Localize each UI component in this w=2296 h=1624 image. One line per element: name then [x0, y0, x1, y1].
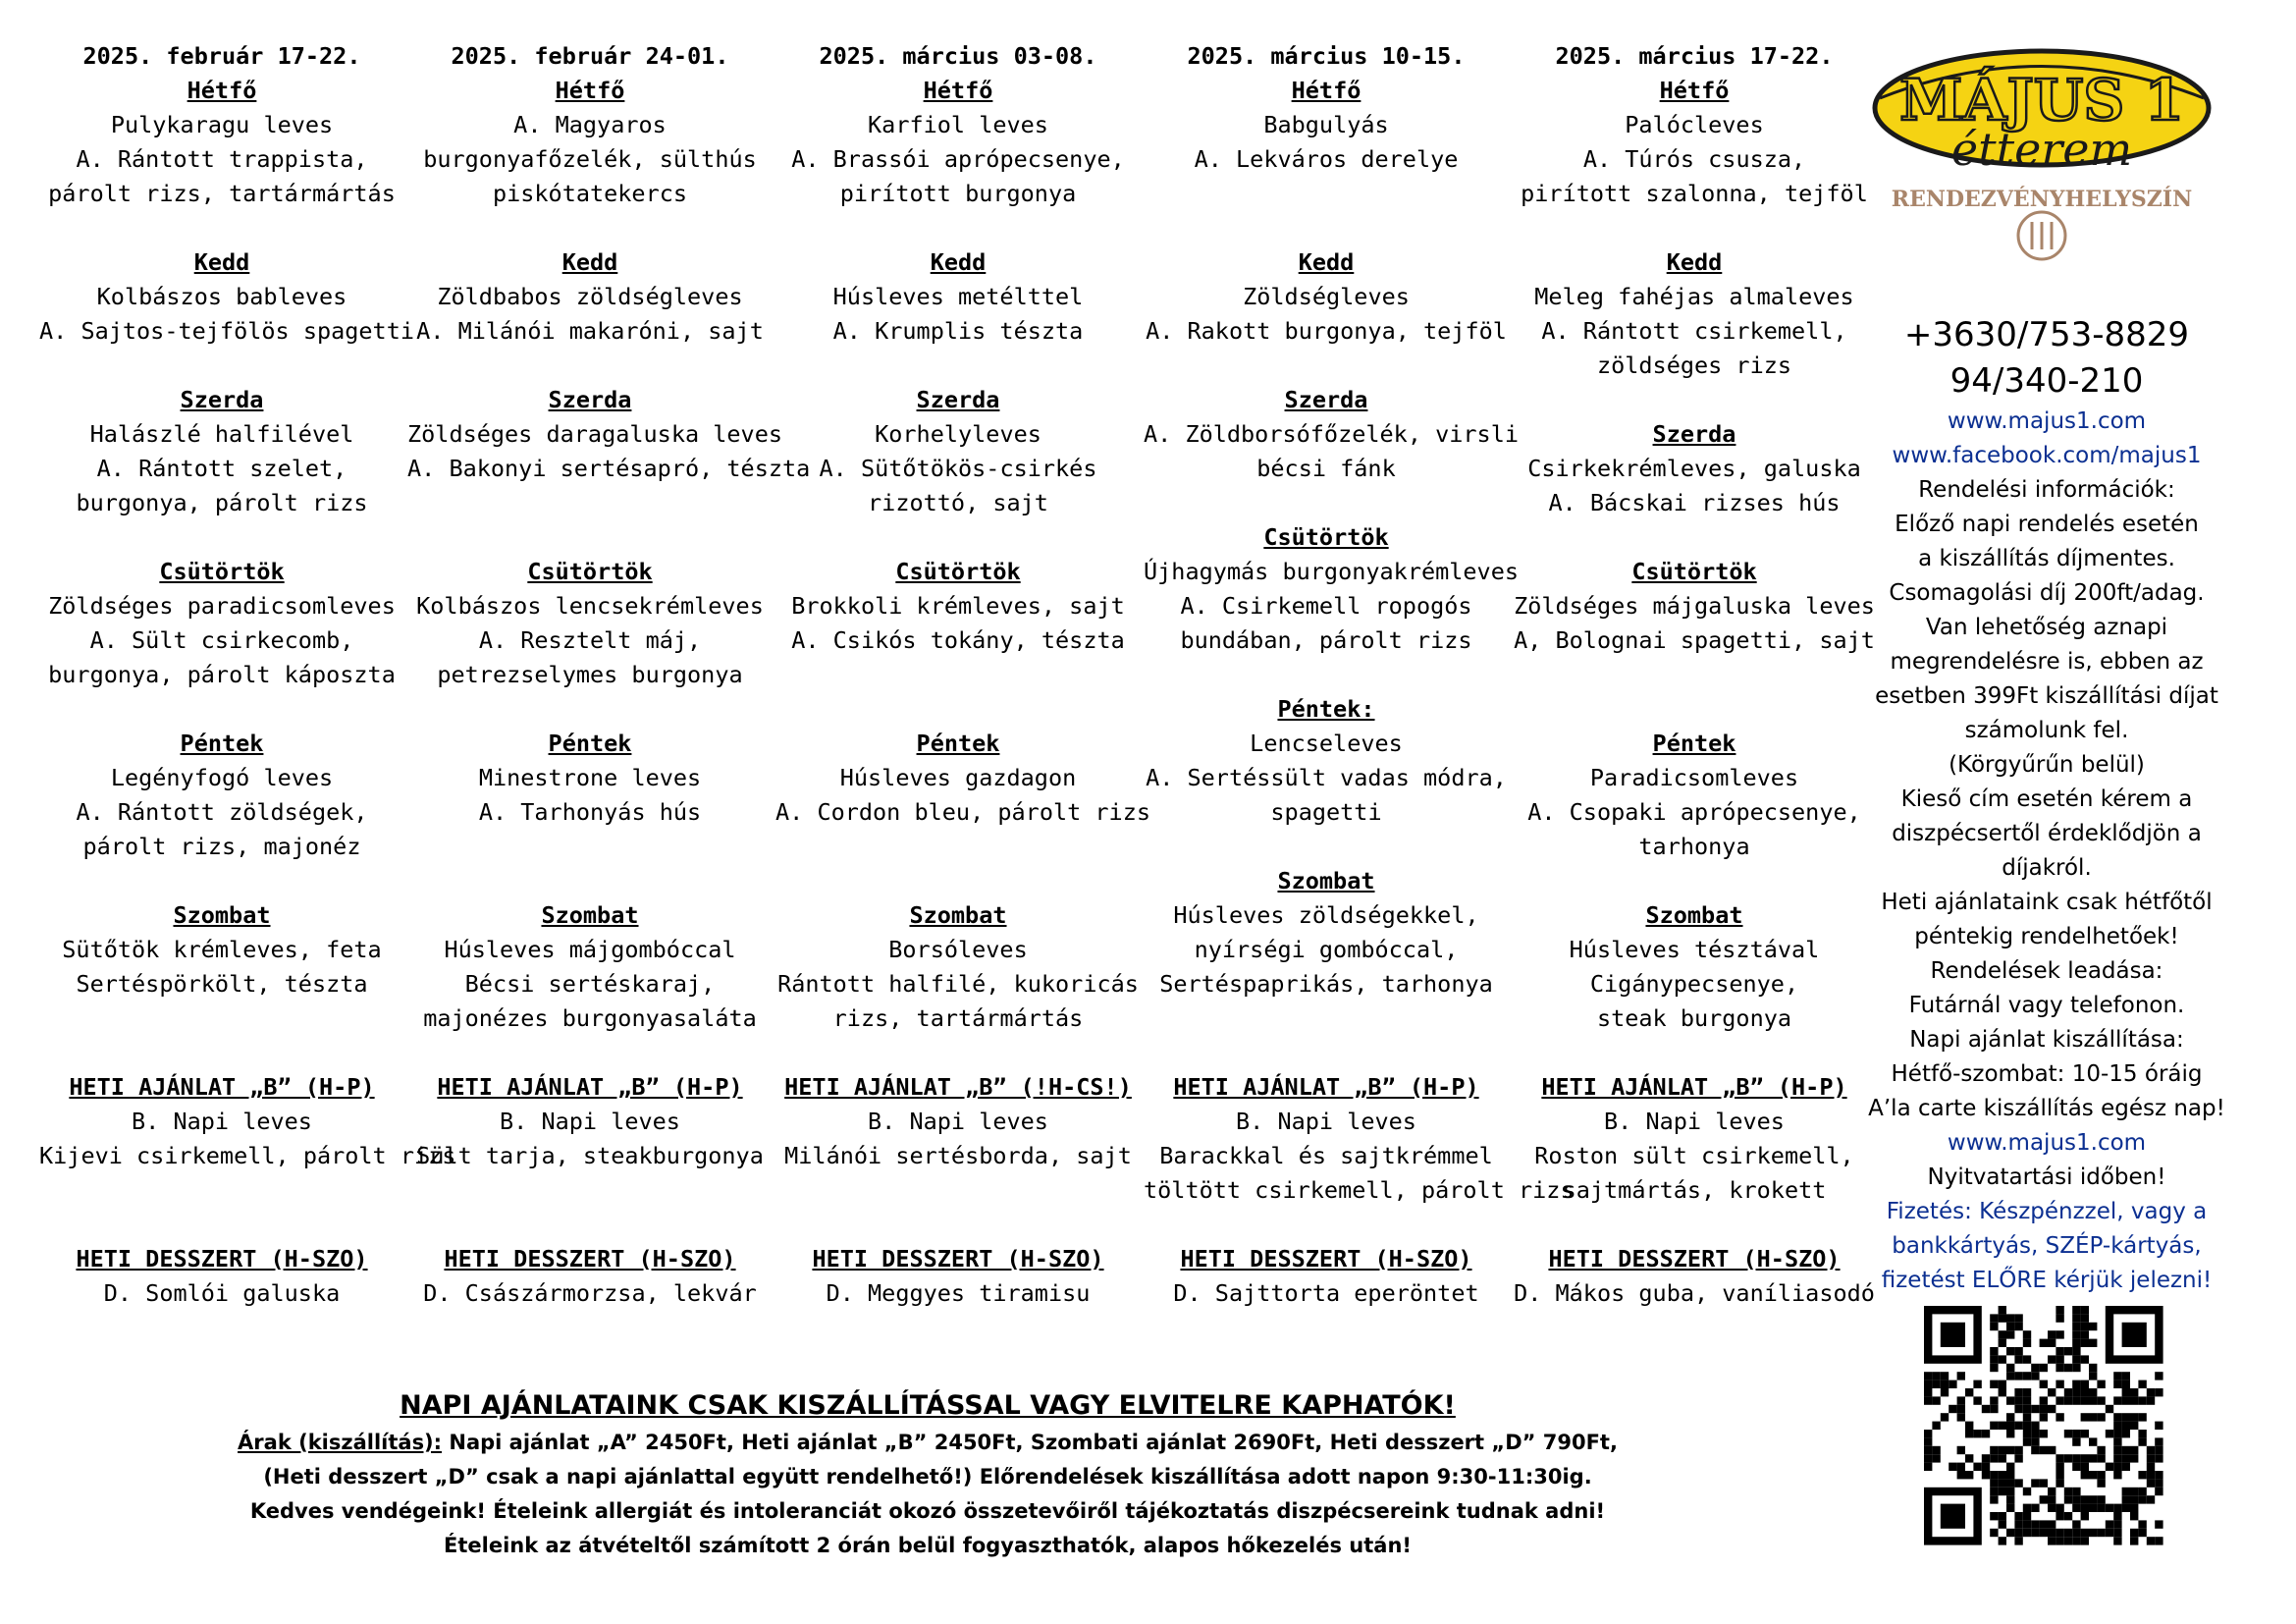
- menu-item: A. Bakonyi sertésapró, tészta: [407, 455, 811, 482]
- weekly-offer-item: B. Napi leves: [868, 1108, 1048, 1135]
- weekly-offer-heading: HETI AJÁNLAT „B” (H-P): [1541, 1073, 1847, 1101]
- menu-item: Rántott halfilé, kukoricás: [777, 970, 1139, 998]
- day-heading: Csütörtök: [895, 558, 1021, 585]
- opening-note: Nyitvatartási időben!: [1927, 1164, 2166, 1190]
- menu-item: petrezselymes burgonya: [437, 661, 743, 688]
- menu-item: A. Cordon bleu, párolt rizs: [775, 798, 1151, 826]
- menu-item: Bécsi sertéskaraj,: [464, 970, 716, 998]
- restaurant-logo: [1860, 39, 2223, 265]
- menu-item: Húsleves tésztával: [1569, 936, 1820, 963]
- menu-item: Zöldbabos zöldségleves: [437, 283, 743, 310]
- menu-item: bundában, párolt rizs: [1180, 626, 1472, 654]
- menu-item: A. Rakott burgonya, tejföl: [1146, 317, 1507, 345]
- svg-text:MÁJUS 1: MÁJUS 1: [1899, 67, 2184, 134]
- weekly-offer-heading: HETI AJÁNLAT „B” (H-P): [69, 1073, 375, 1101]
- payment-info-line: Fizetés: Készpénzzel, vagy a: [1886, 1199, 2208, 1224]
- payment-info-line: bankkártyás, SZÉP-kártyás,: [1892, 1233, 2202, 1259]
- weekly-offer-block: [1512, 1070, 1877, 1208]
- menu-item: A. Bácskai rizses hús: [1548, 489, 1841, 516]
- menu-item: Sütőtök krémleves, feta: [62, 936, 382, 963]
- weekly-dessert-heading: HETI DESSZERT (H-SZO): [1180, 1245, 1472, 1272]
- day-heading: Csütörtök: [1263, 523, 1389, 551]
- day-heading: Péntek: [180, 730, 264, 757]
- svg-text:étterem: étterem: [1950, 123, 2133, 176]
- menu-item: pirított szalonna, tejföl: [1521, 180, 1868, 207]
- ordering-info: [1860, 473, 2233, 1126]
- week-column: [775, 39, 1151, 1036]
- menu-item: zöldséges rizs: [1596, 352, 1792, 379]
- weekly-dessert-item: D. Meggyes tiramisu: [826, 1279, 1091, 1307]
- menu-item: Brokkoli krémleves, sajt: [791, 592, 1125, 620]
- day-heading: Szerda: [180, 386, 264, 413]
- menu-item: Paradicsomleves: [1589, 764, 1799, 791]
- week-column: [407, 39, 811, 1036]
- menu-item: Húsleves májgombóccal: [444, 936, 736, 963]
- weekly-offer-block: [407, 1070, 773, 1173]
- menu-item: [775, 658, 1141, 692]
- weekly-offer-heading: HETI AJÁNLAT „B” (H-P): [1173, 1073, 1479, 1101]
- menu-item: bécsi fánk: [1256, 455, 1396, 482]
- week-date: 2025. március 10-15.: [1187, 42, 1466, 70]
- menu-item: A. Rántott szelet,: [96, 455, 347, 482]
- menu-item: A, Bolognai spagetti, sajt: [1514, 626, 1875, 654]
- ordering-info-line: a kiszállítás díjmentes.: [1918, 546, 2175, 571]
- ordering-info-line: Rendelések leadása:: [1930, 958, 2163, 984]
- menu-item: A. Milánói makaróni, sajt: [416, 317, 764, 345]
- weekly-offer-item: B. Napi leves: [1604, 1108, 1785, 1135]
- ordering-info-line: esetben 399Ft kiszállítási díjat: [1875, 683, 2218, 709]
- ordering-info-line: Csomagolási díj 200ft/adag.: [1889, 580, 2205, 606]
- menu-item: Borsóleves: [888, 936, 1028, 963]
- day-heading: Csütörtök: [159, 558, 285, 585]
- weekly-offer-item: B. Napi leves: [132, 1108, 312, 1135]
- ordering-info-line: díjakról.: [2002, 855, 2092, 881]
- weekly-offer-item: sajtmártás, krokett: [1562, 1176, 1827, 1204]
- weekly-dessert-block: [407, 1242, 773, 1311]
- weekly-dessert-block: [39, 1242, 404, 1311]
- menu-item: spagetti: [1270, 798, 1382, 826]
- dessert-note: (Heti desszert „D” csak a napi ajánlattal együtt rendelhető!) Előrendelések kiszállítása adott napon 9:30-11:30ig.: [263, 1465, 1592, 1489]
- day-heading: Hétfő: [555, 77, 625, 104]
- weekly-offer-item: töltött csirkemell, párolt rizs: [1144, 1176, 1575, 1204]
- footer: [0, 1386, 1855, 1563]
- day-heading: Kedd: [930, 248, 987, 276]
- menu-item: Húsleves zöldségekkel,: [1173, 901, 1479, 929]
- menu-item: [1512, 658, 1877, 692]
- day-heading: Hétfő: [923, 77, 993, 104]
- weekly-offer-block: [775, 1070, 1141, 1173]
- week-date: 2025. március 03-08.: [819, 42, 1097, 70]
- svg-text:RENDEZVÉNYHELYSZÍN: RENDEZVÉNYHELYSZÍN: [1891, 187, 2193, 212]
- sidebar: [1860, 39, 2233, 1298]
- menu-item: piskótatekercs: [492, 180, 688, 207]
- ordering-info-line: Hétfő-szombat: 10-15 óráig: [1891, 1061, 2203, 1087]
- facebook-link[interactable]: www.facebook.com/majus1: [1892, 443, 2202, 468]
- menu-item: Sertéspörkölt, tészta: [76, 970, 368, 998]
- day-heading: Kedd: [1298, 248, 1355, 276]
- weekly-dessert-heading: HETI DESSZERT (H-SZO): [76, 1245, 368, 1272]
- menu-item: A. Lekváros derelye: [1194, 145, 1459, 173]
- delivery-notice: NAPI AJÁNLATAINK CSAK KISZÁLLÍTÁSSAL VAGY ELVITELRE KAPHATÓK!: [400, 1390, 1456, 1421]
- weekly-dessert-block: [775, 1242, 1141, 1311]
- weekly-offer-item: B. Napi leves: [1236, 1108, 1416, 1135]
- day-heading: Péntek: [548, 730, 632, 757]
- day-heading: Péntek: [1652, 730, 1736, 757]
- ordering-info-line: megrendelésre is, ebben az: [1890, 649, 2204, 675]
- weekly-offer-block: [39, 1070, 456, 1173]
- menu-item: Húsleves metélttel: [832, 283, 1084, 310]
- qr-code: [1924, 1306, 2184, 1546]
- day-heading: Kedd: [1666, 248, 1723, 276]
- menu-item: Csirkekrémleves, galuska: [1527, 455, 1861, 482]
- menu-item: Húsleves gazdagon: [839, 764, 1077, 791]
- menu-item: Legényfogó leves: [110, 764, 334, 791]
- day-heading: Szerda: [548, 386, 632, 413]
- menu-item: burgonya, párolt káposzta: [48, 661, 396, 688]
- day-heading: Hétfő: [1291, 77, 1362, 104]
- allergy-note: Kedves vendégeink! Ételeink allergiát és intoleranciát okozó összetevőiről tájékoztatás diszpécsereink tudnak adni!: [249, 1499, 1606, 1523]
- menu-item: A. Tarhonyás hús: [478, 798, 702, 826]
- prices-label: Árak (kiszállítás):: [238, 1431, 443, 1454]
- website-link-2[interactable]: www.majus1.com: [1947, 1130, 2147, 1156]
- menu-item: A. Csopaki aprópecsenye,: [1527, 798, 1861, 826]
- weekly-offer-heading: HETI AJÁNLAT „B” (H-P): [437, 1073, 743, 1101]
- weekly-offer-item: Milánói sertésborda, sajt: [784, 1142, 1132, 1169]
- menu-item: Sertéspaprikás, tarhonya: [1159, 970, 1493, 998]
- weekly-dessert-item: D. Somlói galuska: [103, 1279, 341, 1307]
- ordering-info-line: Futárnál vagy telefonon.: [1908, 993, 2185, 1018]
- menu-item: A. Krumplis tészta: [832, 317, 1084, 345]
- phone-landline[interactable]: 94/340-210: [1949, 361, 2144, 401]
- ordering-info-line: Napi ajánlat kiszállítása:: [1909, 1027, 2184, 1053]
- weekly-offer-item: Roston sült csirkemell,: [1534, 1142, 1854, 1169]
- menu-item: Újhagymás burgonyakrémleves: [1144, 558, 1520, 585]
- menu-item: steak burgonya: [1596, 1004, 1792, 1032]
- menu-item: A. Túrós csusza,: [1582, 145, 1806, 173]
- ordering-info-line: Rendelési információk:: [1918, 477, 2175, 503]
- day-heading: Szerda: [1284, 386, 1368, 413]
- weekly-dessert-heading: HETI DESSZERT (H-SZO): [1548, 1245, 1841, 1272]
- menu-item: Palócleves: [1625, 111, 1764, 138]
- menu-item: nyírségi gombóccal,: [1194, 936, 1459, 963]
- week-column: [1512, 39, 1877, 1036]
- weekly-offer-item: Barackkal és sajtkrémmel: [1159, 1142, 1493, 1169]
- week-date: 2025. február 17-22.: [82, 42, 361, 70]
- day-heading: Szombat: [173, 901, 271, 929]
- ordering-info-line: Kieső cím esetén kérem a: [1900, 786, 2193, 812]
- menu-item: Halászlé halfilével: [89, 420, 354, 448]
- weekly-dessert-block: [1144, 1242, 1509, 1311]
- day-heading: Szombat: [909, 901, 1007, 929]
- ordering-info-line: (Körgyűrűn belül): [1949, 752, 2145, 778]
- menu-item: burgonya, párolt rizs: [76, 489, 368, 516]
- menu-item: A. Sült csirkecomb,: [89, 626, 354, 654]
- menu-item: Kolbászos bableves: [96, 283, 347, 310]
- weekly-dessert-block: [1512, 1242, 1877, 1311]
- menu-item: párolt rizs, tartármártás: [48, 180, 396, 207]
- menu-item: A. Rántott zöldségek,: [76, 798, 368, 826]
- menu-item: Zöldséges paradicsomleves: [48, 592, 396, 620]
- prices-line: [0, 1426, 1855, 1460]
- weekly-offer-item: Kijevi csirkemell, párolt rizs: [39, 1142, 456, 1169]
- menu-item: Zöldségleves: [1243, 283, 1410, 310]
- ordering-info-line: számolunk fel.: [1964, 718, 2129, 743]
- week-column: [1144, 39, 1520, 1001]
- weekly-offer-heading: HETI AJÁNLAT „B” (!H-CS!): [784, 1073, 1132, 1101]
- menu-item: A. Rántott csirkemell,: [1541, 317, 1847, 345]
- menu-item: Minestrone leves: [478, 764, 702, 791]
- menu-item: Babgulyás: [1263, 111, 1389, 138]
- week-column: [39, 39, 415, 1001]
- menu-item: A. Zöldborsófőzelék, virsli: [1144, 420, 1520, 448]
- day-heading: Szerda: [916, 386, 1000, 413]
- day-heading: Péntek:: [1277, 695, 1375, 723]
- menu-item: Zöldséges májgaluska leves: [1514, 592, 1875, 620]
- menu-item: rizottó, sajt: [868, 489, 1048, 516]
- weekly-dessert-item: D. Császármorzsa, lekvár: [423, 1279, 757, 1307]
- weekly-dessert-item: D. Mákos guba, vaníliasodó: [1514, 1279, 1875, 1307]
- menu-item: Karfiol leves: [868, 111, 1048, 138]
- day-heading: Péntek: [916, 730, 1000, 757]
- menu-item: Meleg fahéjas almaleves: [1534, 283, 1854, 310]
- day-heading: Csütörtök: [527, 558, 653, 585]
- menu-item: [775, 830, 1141, 864]
- menu-item: Pulykaragu leves: [110, 111, 334, 138]
- menu-item: tarhonya: [1638, 833, 1750, 860]
- menu-item: [1144, 177, 1509, 211]
- ordering-info-line: diszpécsertől érdeklődjön a: [1892, 821, 2202, 846]
- menu-item: A. Brassói aprópecsenye,: [791, 145, 1125, 173]
- weekly-offer-item: B. Napi leves: [500, 1108, 680, 1135]
- day-heading: Kedd: [561, 248, 618, 276]
- weekly-dessert-heading: HETI DESSZERT (H-SZO): [812, 1245, 1104, 1272]
- menu-item: A. Sertéssült vadas módra,: [1146, 764, 1507, 791]
- day-heading: Szombat: [1645, 901, 1743, 929]
- ordering-info-line: Heti ajánlataink csak hétfőtől: [1881, 890, 2213, 915]
- weekly-offer-item: Sült tarja, steakburgonya: [416, 1142, 764, 1169]
- menu-item: A. Csikós tokány, tészta: [791, 626, 1125, 654]
- menu-item: Korhelyleves: [875, 420, 1041, 448]
- menu-item: Zöldséges daragaluska leves: [407, 420, 783, 448]
- day-heading: Csütörtök: [1631, 558, 1757, 585]
- menu-item: pirított burgonya: [839, 180, 1077, 207]
- ordering-info-line: A’la carte kiszállítás egész nap!: [1868, 1096, 2225, 1121]
- menu-item: rizs, tartármártás: [832, 1004, 1084, 1032]
- menu-item: A. Sütőtökös-csirkés: [819, 455, 1097, 482]
- menu-item: majonézes burgonyasaláta: [423, 1004, 757, 1032]
- prices-text: Napi ajánlat „A” 2450Ft, Heti ajánlat „B” 2450Ft, Szombati ajánlat 2690Ft, Heti desszert „D” 790Ft,: [442, 1431, 1618, 1454]
- menu-item: [407, 830, 773, 864]
- week-date: 2025. március 17-22.: [1555, 42, 1834, 70]
- menu-item: A. Resztelt máj,: [478, 626, 702, 654]
- day-heading: Szombat: [541, 901, 639, 929]
- day-heading: Hétfő: [187, 77, 257, 104]
- phone-mobile[interactable]: +3630/753-8829: [1903, 315, 2190, 354]
- menu-item: Cigánypecsenye,: [1589, 970, 1799, 998]
- payment-info: [1860, 1195, 2233, 1298]
- day-heading: Szombat: [1277, 867, 1375, 894]
- menu-item: Kolbászos lencsekrémleves: [416, 592, 764, 620]
- menu-item: A. Rántott trappista,: [76, 145, 368, 173]
- weekly-offer-block: [1144, 1070, 1575, 1208]
- menu-item: Lencseleves: [1250, 730, 1403, 757]
- day-heading: Szerda: [1652, 420, 1736, 448]
- day-heading: Kedd: [193, 248, 250, 276]
- ordering-info-line: Van lehetőség aznapi: [1925, 615, 2168, 640]
- weekly-dessert-heading: HETI DESSZERT (H-SZO): [444, 1245, 736, 1272]
- menu-item: [407, 486, 773, 520]
- website-link[interactable]: www.majus1.com: [1947, 408, 2147, 434]
- consumption-note: Ételeink az átvételtől számított 2 órán belül fogyaszthatók, alapos hőkezelés után!: [444, 1534, 1412, 1557]
- menu-item: A. Sajtos-tejfölös spagetti: [39, 317, 415, 345]
- day-heading: Hétfő: [1659, 77, 1730, 104]
- menu-item: A. Magyaros: [513, 111, 667, 138]
- menu-item: párolt rizs, majonéz: [82, 833, 361, 860]
- payment-info-line: fizetést ELŐRE kérjük jelezni!: [1881, 1268, 2213, 1293]
- ordering-info-line: péntekig rendelhetőek!: [1914, 924, 2179, 949]
- weekly-dessert-item: D. Sajttorta eperöntet: [1173, 1279, 1479, 1307]
- menu-item: burgonyafőzelék, sülthús: [423, 145, 757, 173]
- ordering-info-line: Előző napi rendelés esetén: [1895, 512, 2199, 537]
- week-date: 2025. február 24-01.: [451, 42, 729, 70]
- menu-item: A. Csirkemell ropogós: [1180, 592, 1472, 620]
